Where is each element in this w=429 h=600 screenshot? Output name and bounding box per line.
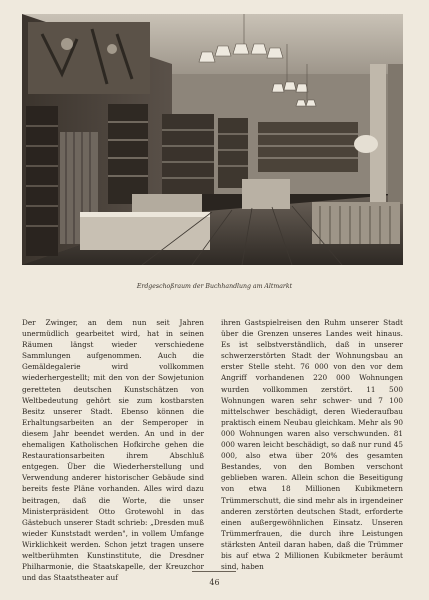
photo-bookstore-interior [22, 14, 403, 265]
page-number: 46 [209, 578, 220, 587]
body-paragraph-right: ihren Gastspielreisen den Ruhm unserer Stadt über die Grenzen unseres Landes weit hinaus. Es ist selbstverständlich, daß in unserer schwerzerstörten Stadt der Wohnungsbau an erster Stelle steht. 76 000 von den vor dem Angriff vorhandenen 220 000 Wohnungen wurden vollkommen zerstört. 11 500 Wohnungen waren sehr schwer- und 7 100 mittelschwer beschädigt, deren Wiederaufbau praktisch einem Neubau gleichkam. Mehr als 90 000 Wohnungen waren also verschwunden. 81 000 waren leicht beschädigt, so daß nur rund 45 000, also etwa über 20% des gesamten Bestandes, von den Bomben verschont geblieben waren. Allein schon die Beseitigung von etwa 18 Millionen Kubikmetern Trümmerschutt, die sind mehr als in irgendeiner anderen zerstörten deutschen Stadt, erforderte einen außergewöhnlichen Einsatz. Unseren Trümmerfrauen, die durch ihre Leistungen stärksten Anteil daran haben, daß die Trümmer bis auf etwa 2 Millionen Kubikmeter beräumt sind, haben [221, 318, 403, 572]
photo-caption: Erdgeschoßraum der Buchhandlung am Altmarkt [136, 283, 293, 290]
body-paragraph-left: Der Zwinger, an dem nun seit Jahren unermüdlich gearbeitet wird, hat in seinen Räumen längst wieder verschiedene Sammlungen aufgenommen. Auch die Gemäldegalerie wird vollkommen wiederhergestellt; mit den von der Sowjetunion geretteten deutschen Kunstschätzen von Weltbedeutung gehört sie zum kostbarsten Besitz unserer Stadt. Ebenso können die Erhaltungsarbeiten an der Semperoper in diesem Jahr beendet werden. An und in der ehemaligen Katholischen Hofkirche gehen die Restaurationsarbeiten ihrem Abschluß entgegen. Über die Wiederherstellung und Verwendung anderer historischer Gebäude sind bereits feste Pläne vorhanden. Alles wird dazu beitragen, daß die Worte, die unser Ministerpräsident Otto Grotewohl in das Gästebuch unserer Stadt schrieb: „Dresden muß wieder Kunststadt werden", in vollem Umfange Wirklichkeit werden. Schon jetzt tragen unsere weltberühmten Kunstinstitute, die Dresdner Philharmonie, die Staatskapelle, der Kreuzchor und das Staatstheater auf [22, 318, 204, 583]
text-column-left [22, 317, 204, 583]
footer-rule [192, 571, 236, 572]
photo-graphic [22, 14, 403, 265]
text-column-right [221, 317, 403, 572]
